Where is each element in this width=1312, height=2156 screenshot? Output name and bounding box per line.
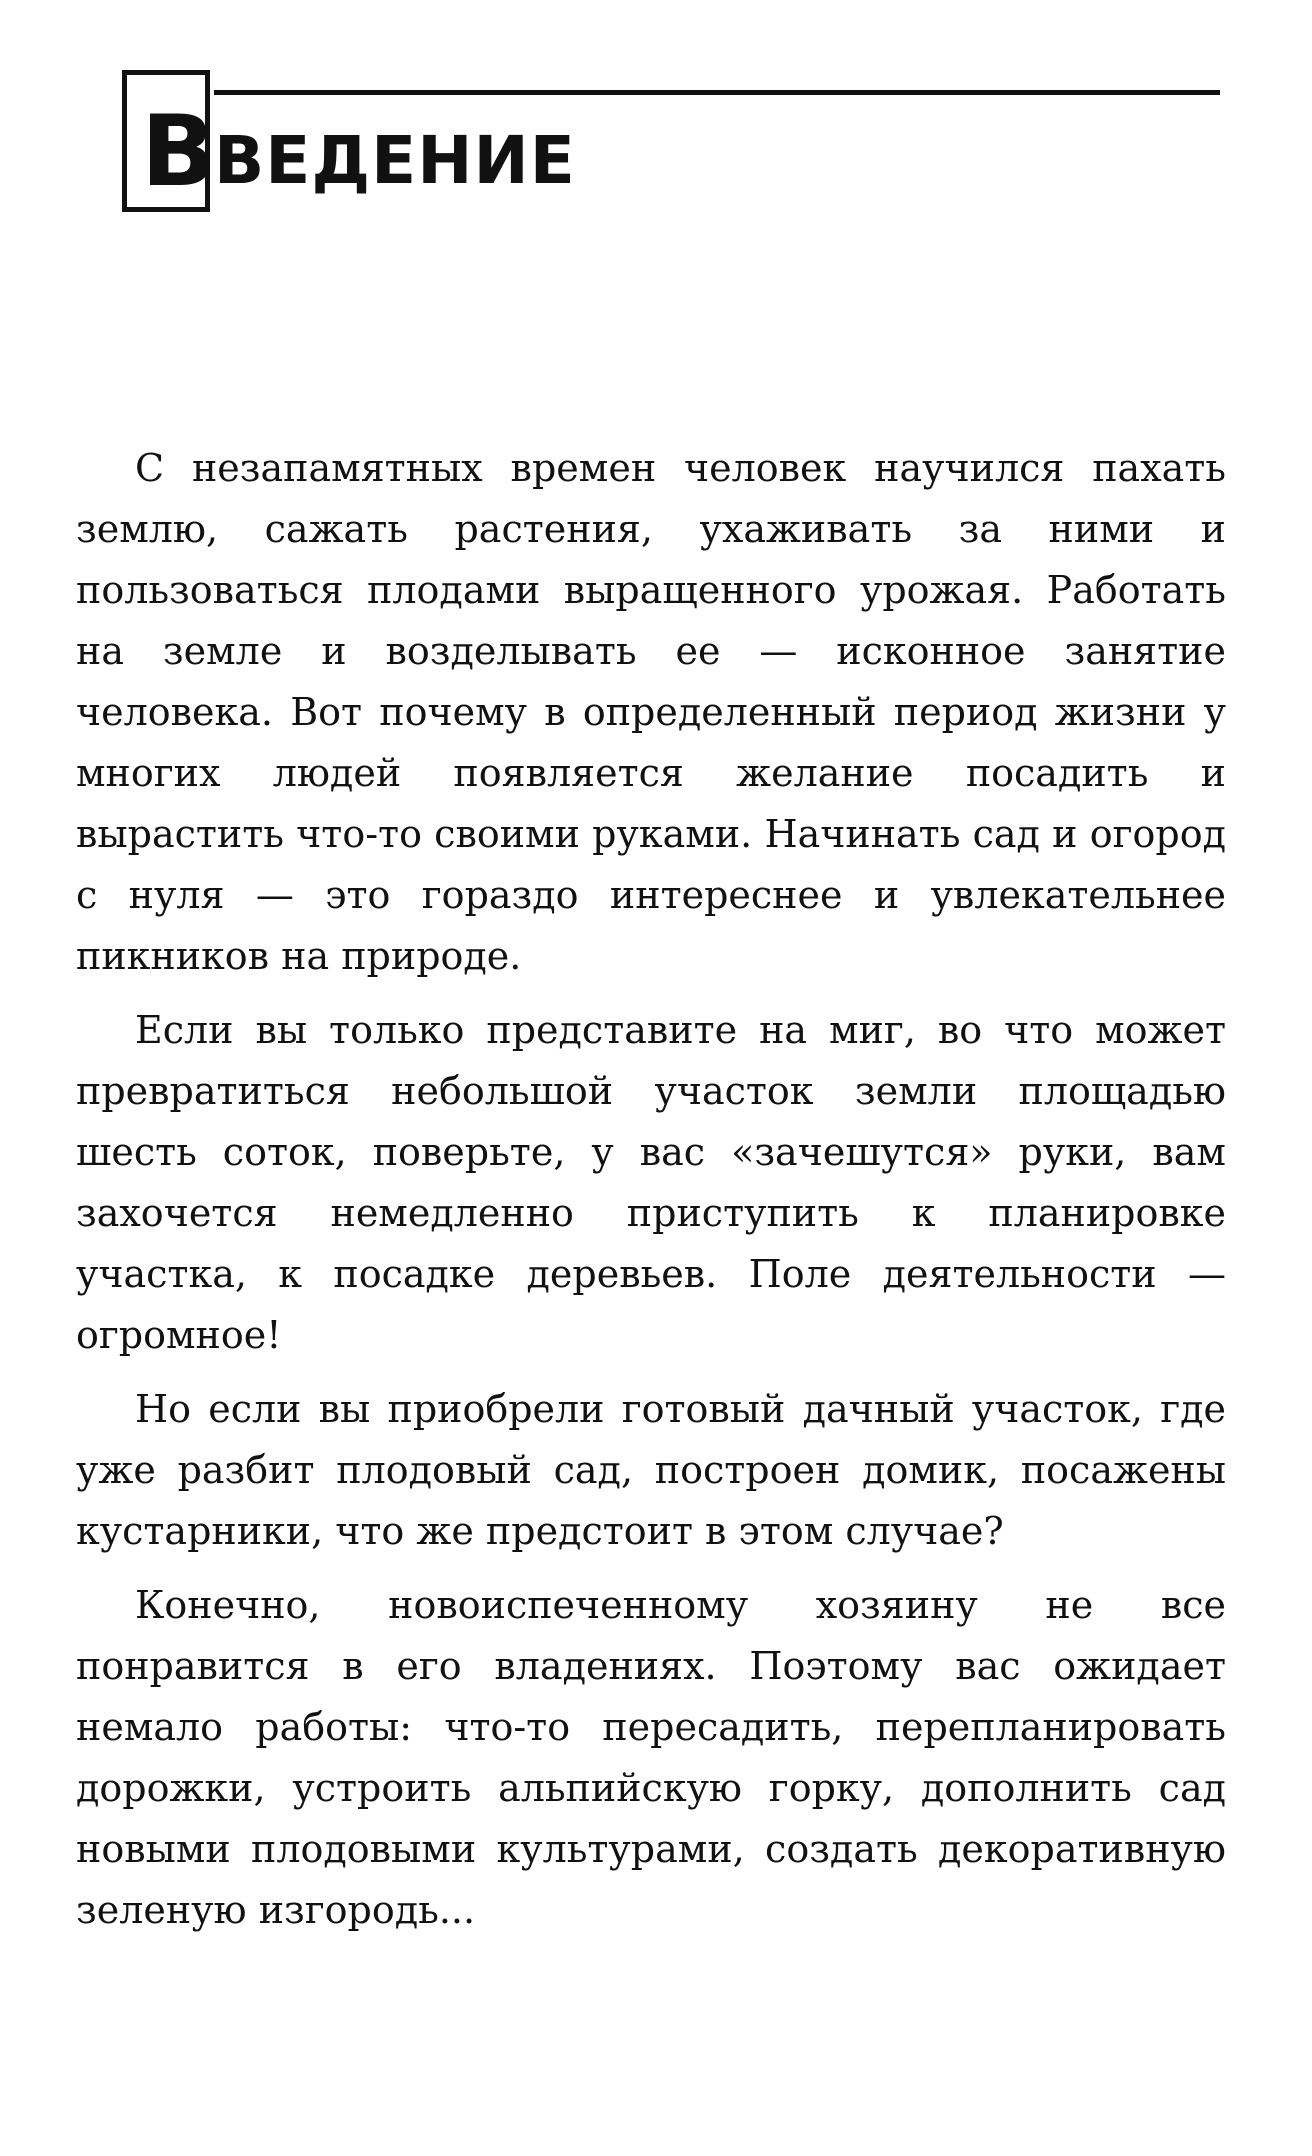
initial-letter-frame bbox=[122, 70, 216, 212]
paragraph: С незапамятных времен человек научился пахать землю, сажать растения, ухаживать за ними и пользоваться плодами выращенного урожая. Работать на земле и возделывать ее — исконное занятие человека. Вот почему в определенный период жизни у многих людей появляется желание посадить и вырастить что-то своими руками. Начинать сад и огород с нуля — это гораздо интереснее и увлекательнее пикников на природе. bbox=[76, 446, 1226, 978]
paragraph: Если вы только представите на миг, во что может превратиться небольшой участок земли площадью шесть соток, поверьте, у вас «зачешутся» руки, вам захочется немедленно приступить к планировке участка, к посадке деревьев. Поле деятельности — огромное! bbox=[76, 1008, 1226, 1357]
paragraph: Но если вы приобрели готовый дачный участок, где уже разбит плодовый сад, построен домик, посажены кустарники, что же предстоит в этом случае? bbox=[76, 1387, 1226, 1553]
chapter-heading bbox=[122, 70, 1230, 220]
heading-rule bbox=[214, 90, 1220, 95]
chapter-body bbox=[76, 438, 1226, 1954]
heading-initial-letter: В bbox=[141, 95, 216, 209]
paragraph: Конечно, новоиспеченному хозяину не все понравится в его владениях. Поэтому вас ожидает немало работы: что-то пересадить, перепланировать дорожки, устроить альпийскую горку, дополнить сад новыми плодовыми культурами, создать декоративную зеленую изгородь... bbox=[76, 1583, 1226, 1932]
heading-title-rest: ВЕДЕНИЕ bbox=[214, 122, 576, 199]
